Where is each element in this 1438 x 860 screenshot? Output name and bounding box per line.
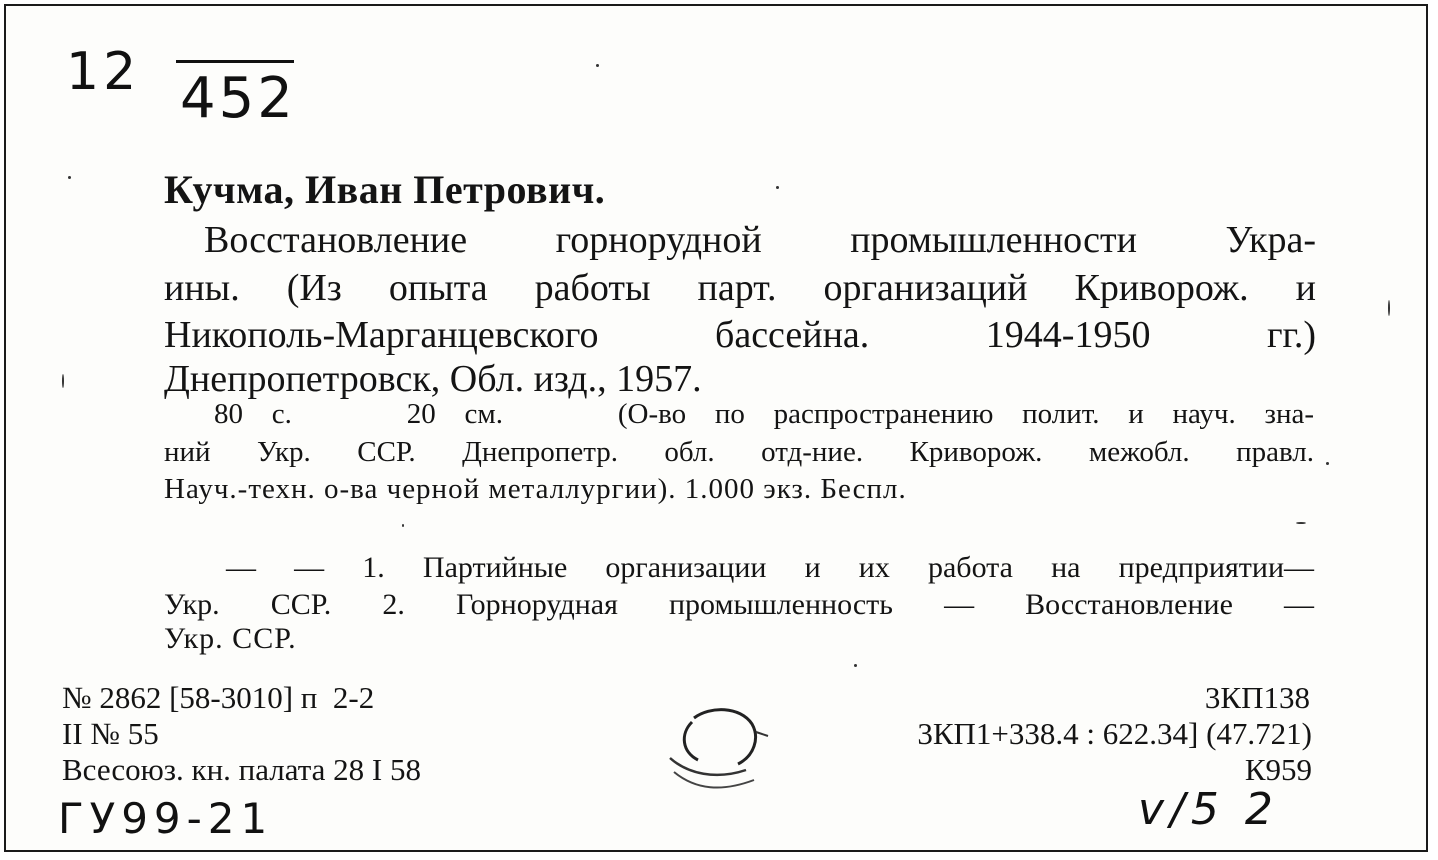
handwritten-inventory-number: ГУ99-21 xyxy=(58,794,274,843)
subject-line-2: Укр. ССР. 2. Горнорудная промышленность — Восстановление — xyxy=(164,588,1314,621)
title-line-1: Восстановление горнорудной промышленности Укра- xyxy=(204,219,1316,261)
subject-line-1: — — 1. Партийные организации и их работа на предприятии— xyxy=(226,551,1314,584)
footer-right-line-1: 3КП138 xyxy=(1204,680,1310,715)
author-heading: Кучма, Иван Петрович. xyxy=(164,167,606,212)
title-line-2: ины. (Из опыта работы парт. организаций Криворож. и xyxy=(164,267,1316,309)
scan-speck xyxy=(62,374,64,388)
scan-speck xyxy=(1296,522,1306,524)
scan-speck xyxy=(596,64,599,67)
footer-right-line-2: 3КП1+338.4 : 622.34] (47.721) xyxy=(917,716,1312,751)
scan-speck xyxy=(854,664,857,667)
footer-left-line-1: № 2862 [58-3010] п 2-2 xyxy=(62,680,375,715)
scan-speck xyxy=(402,524,404,527)
handwritten-mark: v/5 2 xyxy=(1138,784,1279,835)
scan-speck xyxy=(1326,462,1329,465)
handwritten-shelf-number: 452 xyxy=(180,66,296,131)
scan-speck xyxy=(776,186,779,189)
library-stamp-mark xyxy=(660,698,780,808)
footer-right-line-3: К959 xyxy=(1244,752,1312,787)
title-line-4: Днепропетровск, Обл. изд., 1957. xyxy=(164,358,702,400)
handwritten-prefix: 12 xyxy=(66,42,141,102)
description-line-2: ний Укр. ССР. Днепропетр. обл. отд-ние. Криворож. межобл. правл. xyxy=(164,436,1314,468)
footer-left-line-3: Всесоюз. кн. палата 28 I 58 xyxy=(62,752,421,787)
footer-left-line-2: II № 55 xyxy=(62,716,159,751)
title-line-3: Никополь-Марганцевского бассейна. 1944-1950 гг.) xyxy=(164,314,1316,356)
scan-speck xyxy=(68,176,71,179)
scan-speck xyxy=(1388,300,1390,316)
handwritten-overline xyxy=(176,60,294,63)
description-line-1: 80 с. 20 см. (О-во по распространению полит. и науч. зна- xyxy=(214,398,1314,430)
subject-line-3: Укр. ССР. xyxy=(164,622,297,655)
description-line-3: Науч.-техн. о-ва черной металлургии). 1.000 экз. Беспл. xyxy=(164,473,907,505)
